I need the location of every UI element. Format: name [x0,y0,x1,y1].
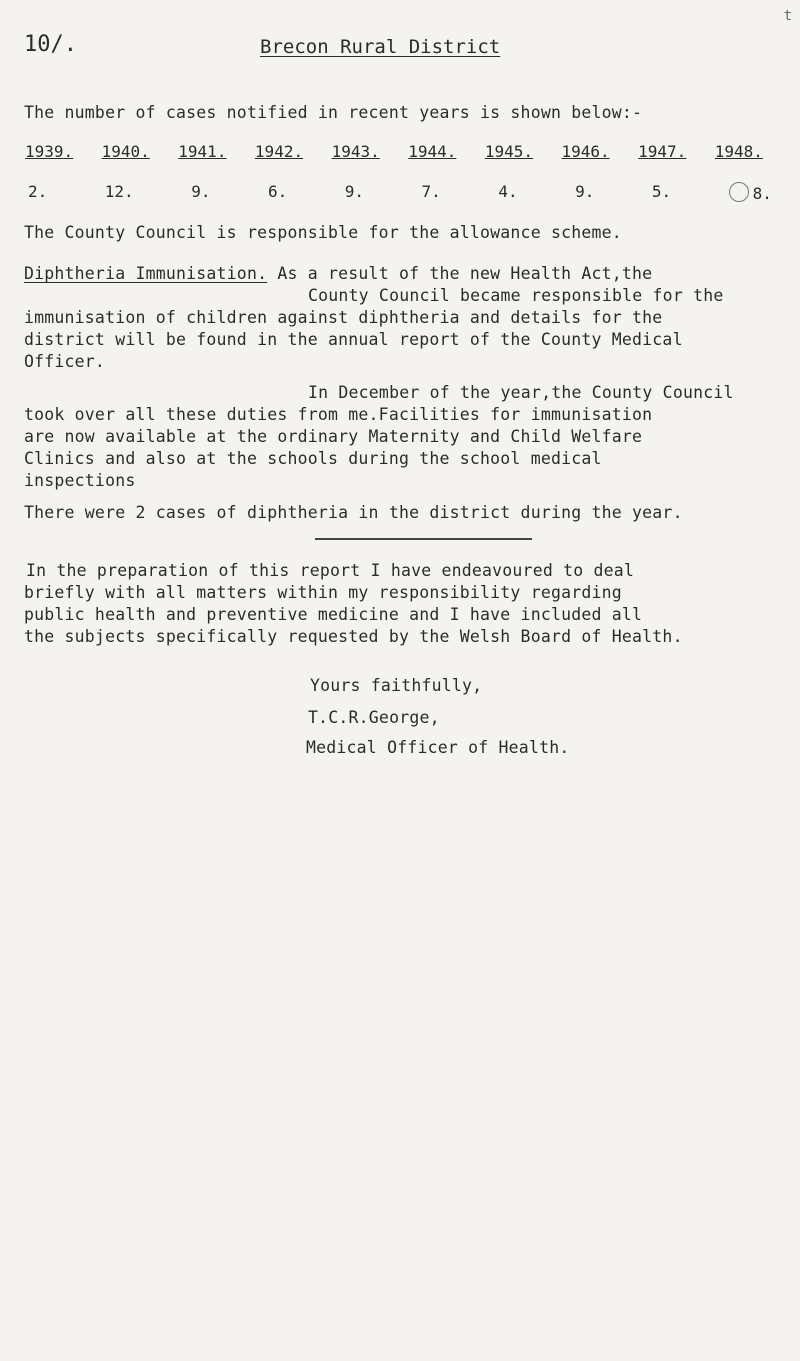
handwritten-circle-mark [729,182,749,202]
corner-mark: t [783,8,792,24]
count-cell: 12. [104,182,134,201]
diphtheria-heading: Diphtheria Immunisation. [24,264,268,283]
year-cell: 1945. [484,142,534,161]
page-number: 10/. [24,32,77,57]
cases-intro: The number of cases notified in recent years is shown below:- [24,103,643,122]
count-cell: 4. [498,182,518,201]
year-cell: 1943. [331,142,380,161]
counts-row [28,182,772,203]
paragraph-line: inspections [24,471,136,490]
paragraph-line: In December of the year,the County Council [308,383,734,402]
section-divider [315,538,532,540]
diphtheria-heading-line: Diphtheria Immunisation. As a result of the new Health Act,the [24,264,653,283]
year-cell: 1947. [638,142,687,161]
paragraph-line: Clinics and also at the schools during the school medical [24,449,602,468]
signature-salutation: Yours faithfully, [310,676,483,695]
year-cell: 1942. [254,142,304,161]
paragraph-line: immunisation of children against diphtheria and details for the [24,308,663,327]
year-cell: 1946. [561,142,610,161]
closing-line: In the preparation of this report I have endeavoured to deal [26,561,635,580]
count-cell: 7. [421,182,441,201]
count-cell: 6. [267,182,288,201]
years-row [25,142,763,161]
diphtheria-cases-sentence: There were 2 cases of diphtheria in the district during the year. [24,503,683,522]
closing-line: the subjects specifically requested by the Welsh Board of Health. [24,627,683,646]
paragraph-line: are now available at the ordinary Maternity and Child Welfare [24,427,643,446]
year-cell: 1944. [408,142,457,161]
allowance-sentence: The County Council is responsible for the allowance scheme. [24,223,622,242]
year-cell: 1941. [178,142,227,161]
count-cell: 9. [344,182,365,201]
count-cell: 9. [575,182,595,201]
closing-line: public health and preventive medicine and I have included all [24,605,643,624]
count-cell: 5. [651,182,672,201]
year-cell: 1948. [714,142,763,161]
signature-position: Medical Officer of Health. [306,738,570,757]
year-cell: 1939. [25,142,74,161]
closing-line: briefly with all matters within my responsibility regarding [24,583,622,602]
count-cell: 2. [28,182,48,201]
paragraph-line: district will be found in the annual report of the County Medical [24,330,683,349]
page-title: Brecon Rural District [260,36,501,58]
count-cell: 9. [191,182,211,201]
paragraph-line: took over all these duties from me.Facilities for immunisation [24,405,653,424]
signature-name: T.C.R.George, [308,708,440,727]
year-cell: 1940. [101,142,150,161]
count-cell-circled: 8. [729,182,772,203]
paragraph-line: County Council became responsible for the [308,286,724,305]
paragraph-line: Officer. [24,352,106,371]
